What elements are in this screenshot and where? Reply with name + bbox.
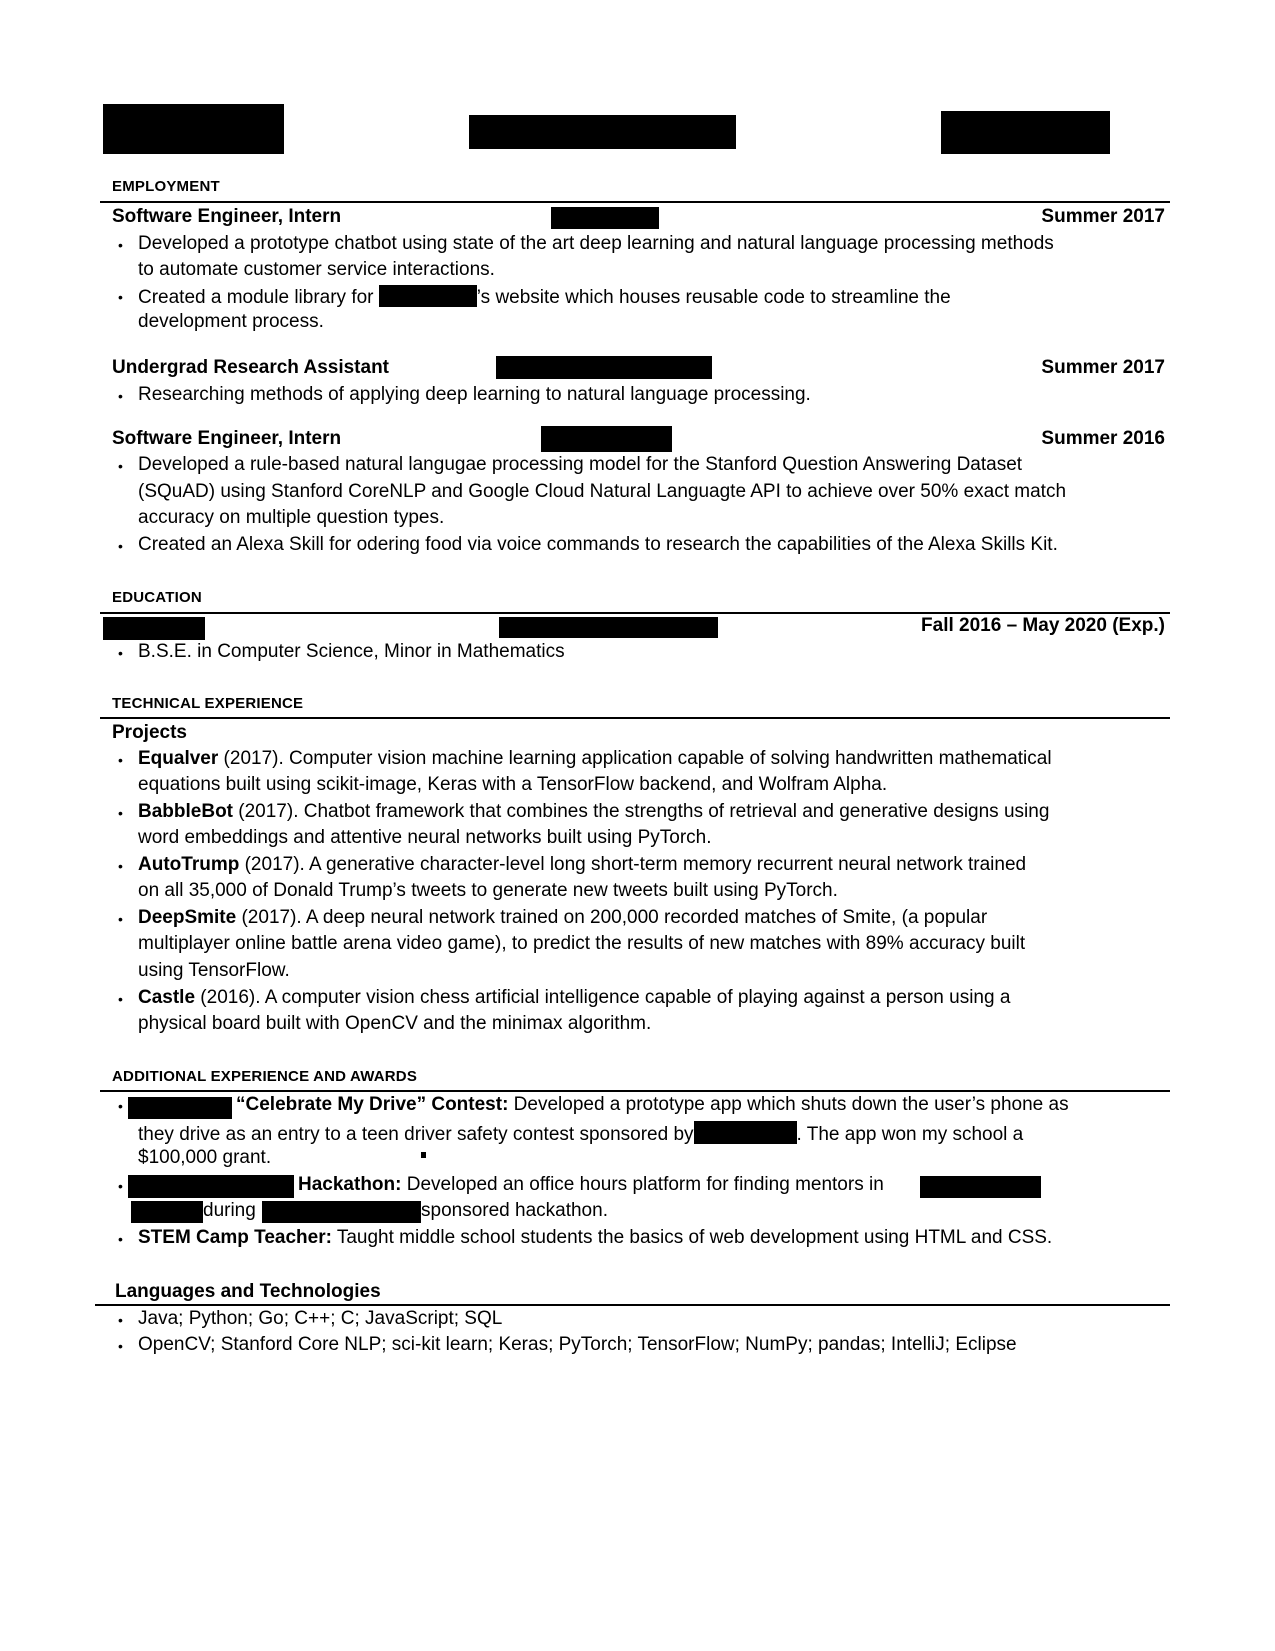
text-span: (2017). Chatbot framework that combines the strengths of retrieval and generative designs using	[233, 801, 1050, 822]
bullet-icon: •	[118, 911, 123, 927]
bullet-icon: •	[118, 289, 123, 305]
job-date: Summer 2017	[1041, 357, 1165, 378]
sponsor-redaction	[262, 1201, 421, 1223]
school-redaction	[128, 1097, 232, 1119]
employer-redaction	[496, 356, 712, 379]
text-span: (2017). A generative character-level long short-term memory recurrent neural network trained	[239, 854, 1027, 875]
sponsor-redaction	[694, 1121, 797, 1144]
job-title: Software Engineer, Intern	[112, 428, 342, 449]
text-span: (2016). A computer vision chess artificial intelligence capable of playing against a person using a	[195, 987, 1011, 1008]
bullet-icon: •	[118, 645, 123, 661]
award-name: Hackathon:	[298, 1174, 402, 1195]
bullet-icon: •	[118, 1312, 123, 1328]
bullet-text	[138, 285, 951, 309]
bullet-icon: •	[118, 1178, 123, 1194]
section-title-additional: ADDITIONAL EXPERIENCE AND AWARDS	[112, 1068, 418, 1085]
bullet-text: to automate customer service interactions.	[138, 259, 495, 280]
project-name: BabbleBot	[138, 801, 233, 822]
bullet-text: Developed a rule-based natural langugae processing model for the Stanford Question Answering Dataset	[138, 454, 1023, 475]
text-span: (2017). Computer vision machine learning application capable of solving handwritten mathematical	[218, 748, 1052, 769]
bullet-text: OpenCV; Stanford Core NLP; sci-kit learn; Keras; PyTorch; TensorFlow; NumPy; pandas; IntelliJ; Eclipse	[138, 1334, 1017, 1355]
text-span: they drive as an entry to a teen driver safety contest sponsored by	[138, 1124, 694, 1145]
award-line	[236, 1094, 1069, 1116]
bullet-icon: •	[118, 752, 123, 768]
section-divider	[95, 1304, 1170, 1306]
job-title: Undergrad Research Assistant	[112, 357, 390, 378]
bullet-text: Developed a prototype chatbot using state of the art deep learning and natural language processing methods	[138, 233, 1054, 254]
project-line	[138, 854, 1026, 876]
bullet-icon: •	[118, 991, 123, 1007]
award-line: $100,000 grant.	[138, 1147, 272, 1168]
text-span: Taught middle school students the basics of web development using HTML and CSS.	[331, 1227, 1053, 1248]
project-line: physical board built with OpenCV and the minimax algorithm.	[138, 1013, 652, 1034]
award-line	[138, 1121, 1023, 1146]
bullet-text: (SQuAD) using Stanford CoreNLP and Google Cloud Natural Languagte API to achieve over 50% exact match	[138, 481, 1067, 502]
text-span: Developed a prototype app which shuts down the user’s phone as	[508, 1094, 1069, 1115]
bullet-icon: •	[118, 1098, 123, 1114]
text-span: . The app won my school a	[796, 1124, 1024, 1145]
section-divider	[100, 612, 1170, 614]
contact-redaction-2	[941, 111, 1110, 154]
school-redaction	[103, 617, 205, 640]
award-line	[138, 1227, 1052, 1249]
event-redaction	[128, 1175, 294, 1198]
employer-redaction	[541, 426, 672, 452]
location-redaction	[131, 1201, 203, 1223]
location-redaction	[920, 1176, 1041, 1198]
name-redaction	[103, 104, 284, 154]
bullet-icon: •	[118, 1338, 123, 1354]
project-name: Castle	[138, 987, 196, 1008]
project-line	[138, 801, 1049, 823]
bullet-icon: •	[118, 805, 123, 821]
job-date: Summer 2017	[1041, 206, 1165, 227]
award-line	[298, 1174, 884, 1196]
text-span: Created a module library for	[138, 287, 374, 308]
contact-redaction	[469, 115, 736, 149]
project-name: Equalver	[138, 748, 219, 769]
employer-redaction	[551, 207, 659, 229]
project-line: on all 35,000 of Donald Trump’s tweets to generate new tweets built using PyTorch.	[138, 880, 838, 901]
section-title-languages: Languages and Technologies	[115, 1281, 381, 1302]
project-line: using TensorFlow.	[138, 960, 290, 981]
bullet-icon: •	[118, 237, 123, 253]
bullet-text: Researching methods of applying deep learning to natural language processing.	[138, 384, 811, 405]
project-line	[138, 748, 1052, 770]
text-span: ’s website which houses reusable code to streamline the	[476, 287, 951, 308]
job-title: Software Engineer, Intern	[112, 206, 342, 227]
bullet-text: Java; Python; Go; C++; C; JavaScript; SQL	[138, 1308, 503, 1329]
section-divider	[100, 1090, 1170, 1092]
award-line: during	[203, 1200, 256, 1221]
education-date: Fall 2016 – May 2020 (Exp.)	[921, 615, 1165, 636]
job-date: Summer 2016	[1041, 428, 1165, 449]
bullet-icon: •	[118, 858, 123, 874]
bullet-icon: •	[118, 458, 123, 474]
bullet-text: B.S.E. in Computer Science, Minor in Mathematics	[138, 641, 565, 662]
section-title-education: EDUCATION	[112, 589, 202, 606]
project-line: equations built using scikit-image, Keras with a TensorFlow backend, and Wolfram Alpha.	[138, 774, 888, 795]
text-span: Developed an office hours platform for finding mentors in	[401, 1174, 884, 1195]
award-name: STEM Camp Teacher:	[138, 1227, 332, 1248]
bullet-icon: •	[118, 388, 123, 404]
section-title-employment: EMPLOYMENT	[112, 178, 220, 195]
section-title-technical: TECHNICAL EXPERIENCE	[112, 695, 304, 712]
award-line: sponsored hackathon.	[421, 1200, 608, 1221]
award-name: “Celebrate My Drive” Contest:	[236, 1094, 509, 1115]
project-line: multiplayer online battle arena video game), to predict the results of new matches with 89% accuracy built	[138, 933, 1026, 954]
text-span: (2017). A deep neural network trained on 200,000 recorded matches of Smite, (a popular	[236, 907, 988, 928]
bullet-icon: •	[118, 1231, 123, 1247]
stray-mark	[421, 1152, 426, 1158]
project-line	[138, 907, 987, 929]
company-redaction	[379, 285, 477, 307]
section-divider	[100, 717, 1170, 719]
project-line: word embeddings and attentive neural networks built using PyTorch.	[138, 827, 712, 848]
project-line	[138, 987, 1010, 1009]
location-redaction	[499, 617, 718, 638]
project-name: DeepSmite	[138, 907, 237, 928]
bullet-text: Created an Alexa Skill for odering food via voice commands to research the capabilities of the Alexa Skills Kit.	[138, 534, 1058, 555]
project-name: AutoTrump	[138, 854, 240, 875]
bullet-text: development process.	[138, 311, 324, 332]
bullet-icon: •	[118, 538, 123, 554]
section-divider	[100, 201, 1170, 203]
bullet-text: accuracy on multiple question types.	[138, 507, 445, 528]
projects-subtitle: Projects	[112, 722, 187, 743]
